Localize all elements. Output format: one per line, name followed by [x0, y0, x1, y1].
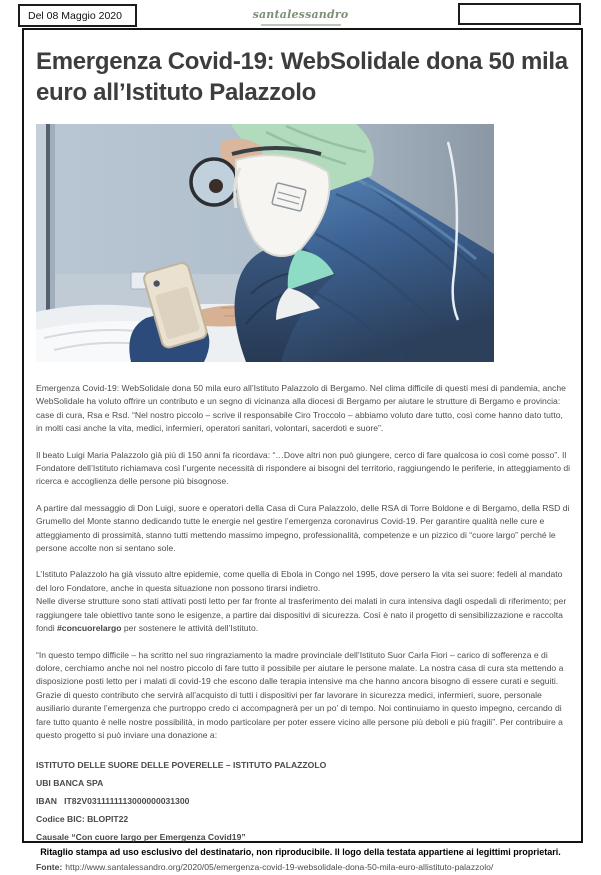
paragraph-4-part2: Nelle diverse strutture sono stati attivati posti letto per far fronte al trasferimento dei malati in cura intensiva dagli ospedali di riferimento; per raggiungere tale obiettivo tante sono le esigenze, a partire dai dispositivi di sicurezza. Così è nato il progetto di sensibilizzazione e raccolta fondi: [36, 596, 567, 634]
footer-disclaimer: Ritaglio stampa ad uso esclusivo del destinatario, non riproducibile. Il logo della testata appartiene ai legittimi proprietari.: [40, 847, 561, 857]
paragraph-4-part1: L’Istituto Palazzolo ha già vissuto altre epidemie, come quella di Ebola in Congo nel 1995, dove persero la vita sei suore: fedeli al mandato del loro Fondatore, anche in questa situazione non possono tirarsi indietro.: [36, 569, 563, 593]
paragraph-2: Il beato Luigi Maria Palazzolo già più di 150 anni fa ricordava: “…Dove altri non può giungere, cerco di fare qualcosa io così come posso”. Il Fondatore dell’Istituto richiamava così l’urgente necessità di rispondere ai bisogni del territorio, raggiungendo le periferie, in atteggiamento di ricerca e accoglienza delle persone più bisognose.: [36, 449, 571, 487]
article-body: [36, 382, 571, 875]
donation-iban: IBAN IT82V0311111113000000031300: [36, 796, 190, 807]
photo-eye: [209, 179, 223, 193]
donation-recipient: ISTITUTO DELLE SUORE DELLE POVERELLE – ISTITUTO PALAZZOLO: [36, 760, 327, 771]
article-photo: [36, 124, 494, 362]
paragraph-4-part3: per sostenere le attività dell’Istituto.: [121, 623, 259, 634]
source-line: [36, 861, 571, 874]
paragraph-4: [36, 568, 571, 635]
donation-bic: Codice BIC: BLOPIT22: [36, 814, 129, 825]
paragraph-5: “In questo tempo difficile – ha scritto nel suo ringraziamento la madre provinciale dell’Istituto Suor Carla Fiori – carico di sofferenza e di dolore, cerchiamo anche noi nel nostro piccolo di fare tutto il possibile per aiutare le persone malate. La nostra casa di cura sta mettendo a disposizione posti letto per i malati di covid-19 che escono dalle terapia intensive ma che hanno ancora bisogno di essere curati e seguiti. Grazie di questo contributo che servirà all’acquisto di tutti i dispositivi per far lavorare in sicurezza medici, infermieri, suore, personale ausiliario durante l’emergenza che purtroppo credo ci accompagnerà per un po’ di tempo. Noi continuiamo in questo impegno, cercando di fare tutto quanto è nelle nostre possibilità, in modo particolare per poter essere vicino alle persone più deboli e più fragili”. Per contribuire a questo progetto si può inviare una donazione a:: [36, 649, 564, 740]
paragraph-1: Emergenza Covid-19: WebSolidale dona 50 mila euro all’Istituto Palazzolo di Bergamo. Nel clima difficile di questi mesi di pandemia, anche WebSolidale ha voluto offrire un contributo e un segno di vicinanza alla diocesi di Bergamo per aiutare le strutture di Bergamo e provincia: case di cura, Rsa e Rsd. “Nel nostro piccolo – scrive il responsabile Ciro Troccolo – abbiamo voluto dare tutto, così come hanno dato tutto, in molti casi anche la vita, medici, infermieri, operatori sanitari, volontari, sacerdoti e suore”.: [36, 383, 566, 434]
logo-tagline-line: [261, 24, 341, 26]
donation-causale: Causale “Con cuore largo per Emergenza Covid19”: [36, 832, 246, 843]
article-title: Emergenza Covid-19: WebSolidale dona 50 mila euro all’Istituto Palazzolo: [36, 48, 568, 106]
source-url: http://www.santalessandro.org/2020/05/emergenza-covid-19-websolidale-dona-50-mila-euro-allistituto-palazzolo/: [65, 862, 494, 873]
date-stamp-label: Del 08 Maggio 2020: [28, 9, 122, 22]
donation-details: [36, 759, 571, 844]
donation-bank: UBI BANCA SPA: [36, 778, 104, 789]
paragraph-3: A partire dal messaggio di Don Luigi, suore e operatori della Casa di Cura Palazzolo, delle RSA di Torre Boldone e di Bergamo, della RSD di Grumello del Monte stanno dedicando tutte le energie nel gestire l’emergenza coronavirus Covid-19. Per garantire qualità nelle cure e atteggiamento di prossimità, stanno tutti mettendo massimo impegno, professionalità, competenze e un pizzico di “cuore largo” perché le persone accolte non si sentano sole.: [36, 502, 570, 554]
logo-wordmark: santalessandro: [252, 8, 349, 21]
reference-box-empty: [458, 3, 581, 25]
hashtag-concuorelargo: #concuorelargo: [57, 623, 122, 634]
source-label: Fonte:: [36, 862, 63, 873]
